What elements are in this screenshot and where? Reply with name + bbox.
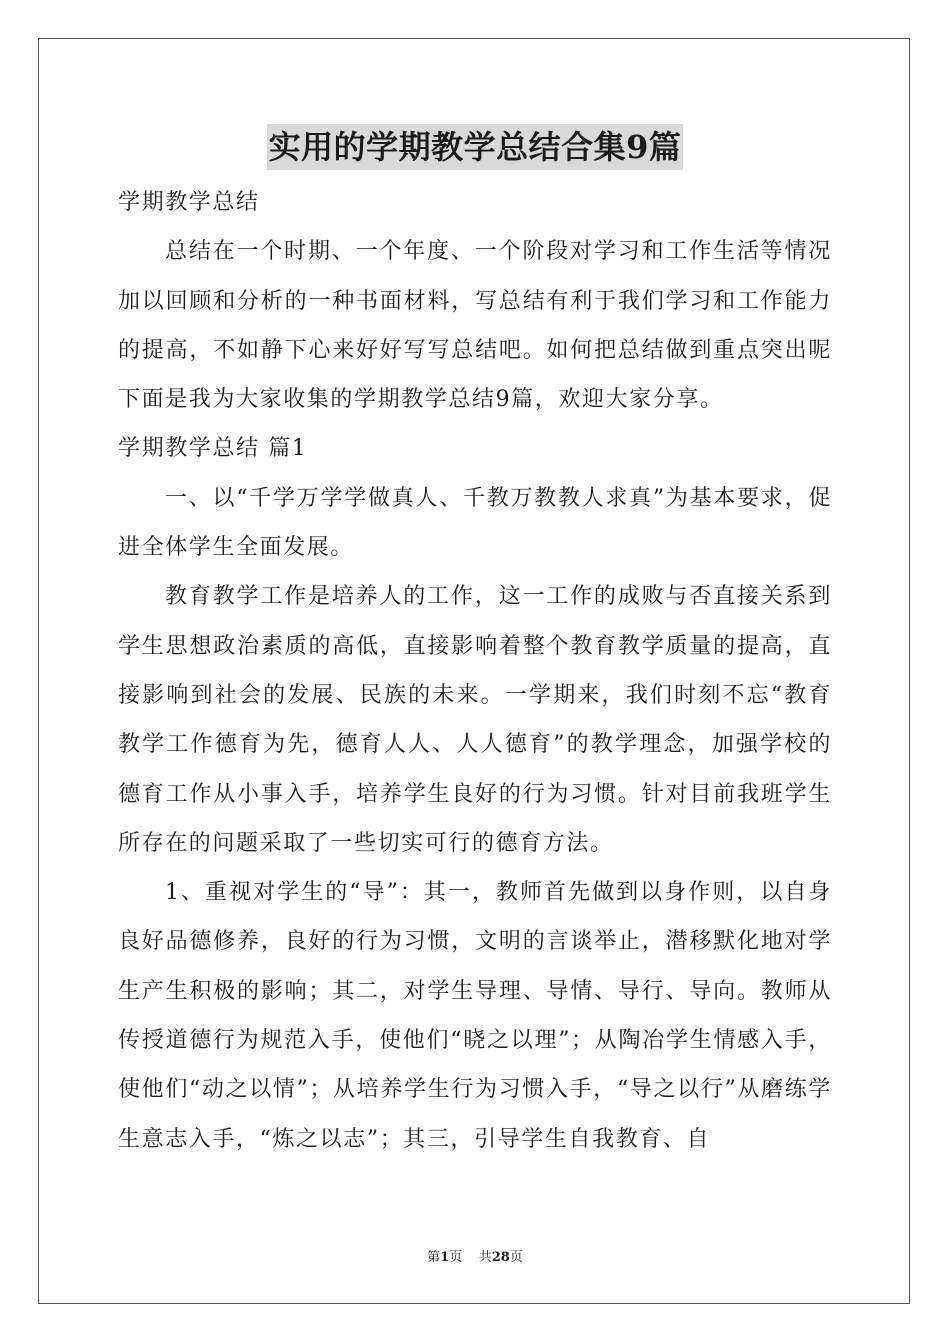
document-body: [118, 178, 832, 1164]
section-heading-1: 学期教学总结 篇1: [118, 436, 308, 462]
total-page-count: 28: [491, 1250, 510, 1265]
total-suffix: 页: [509, 1250, 523, 1265]
body-paragraph: 教育教学工作是培养人的工作，这一工作的成败与否直接关系到学生思想政治素质的高低，直接影响着整个教育教学质量的提高，直接影响到社会的发展、民族的未来。一学期来，我们时刻不忘“教育教学工作德育为先，德育人人、人人德育”的教学理念，加强学校的德育工作从小事入手，培养学生良好的行为习惯。针对目前我班学生所存在的问题采取了一些切实可行的德育方法。: [118, 584, 832, 856]
page-footer: [0, 1246, 950, 1265]
document-title: 实用的学期教学总结合集9篇: [267, 124, 684, 170]
current-page-number: 1: [440, 1250, 450, 1265]
section-heading: 学期教学总结: [118, 190, 260, 215]
point-one-paragraph: 一、以“千学万学学做真人、千教万教教人求真”为基本要求，促进全体学生全面发展。: [118, 485, 832, 561]
intro-paragraph: 总结在一个时期、一个年度、一个阶段对学习和工作生活等情况加以回顾和分析的一种书面材料，写总结有利于我们学习和工作能力的提高，不如静下心来好好写写总结吧。如何把总结做到重点突出呢下面是我为大家收集的学期教学总结9篇，欢迎大家分享。: [118, 239, 832, 413]
body-paragraph: 1、重视对学生的“导”：其一，教师首先做到以身作则，以自身良好品德修养，良好的行为习惯，文明的言谈举止，潜移默化地对学生产生积极的影响；其二，对学生导理、导情、导行、导向。教师从传授道德行为规范入手，使他们“晓之以理”；从陶冶学生情感入手，使他们“动之以情”；从培养学生行为习惯入手，“导之以行”从磨练学生意志入手，“炼之以志”；其三，引导学生自我教育、自: [118, 880, 832, 1152]
page-prefix: 第: [427, 1250, 441, 1265]
total-prefix: 共: [478, 1250, 492, 1265]
title-container: [0, 124, 950, 170]
page-suffix: 页: [449, 1250, 463, 1265]
